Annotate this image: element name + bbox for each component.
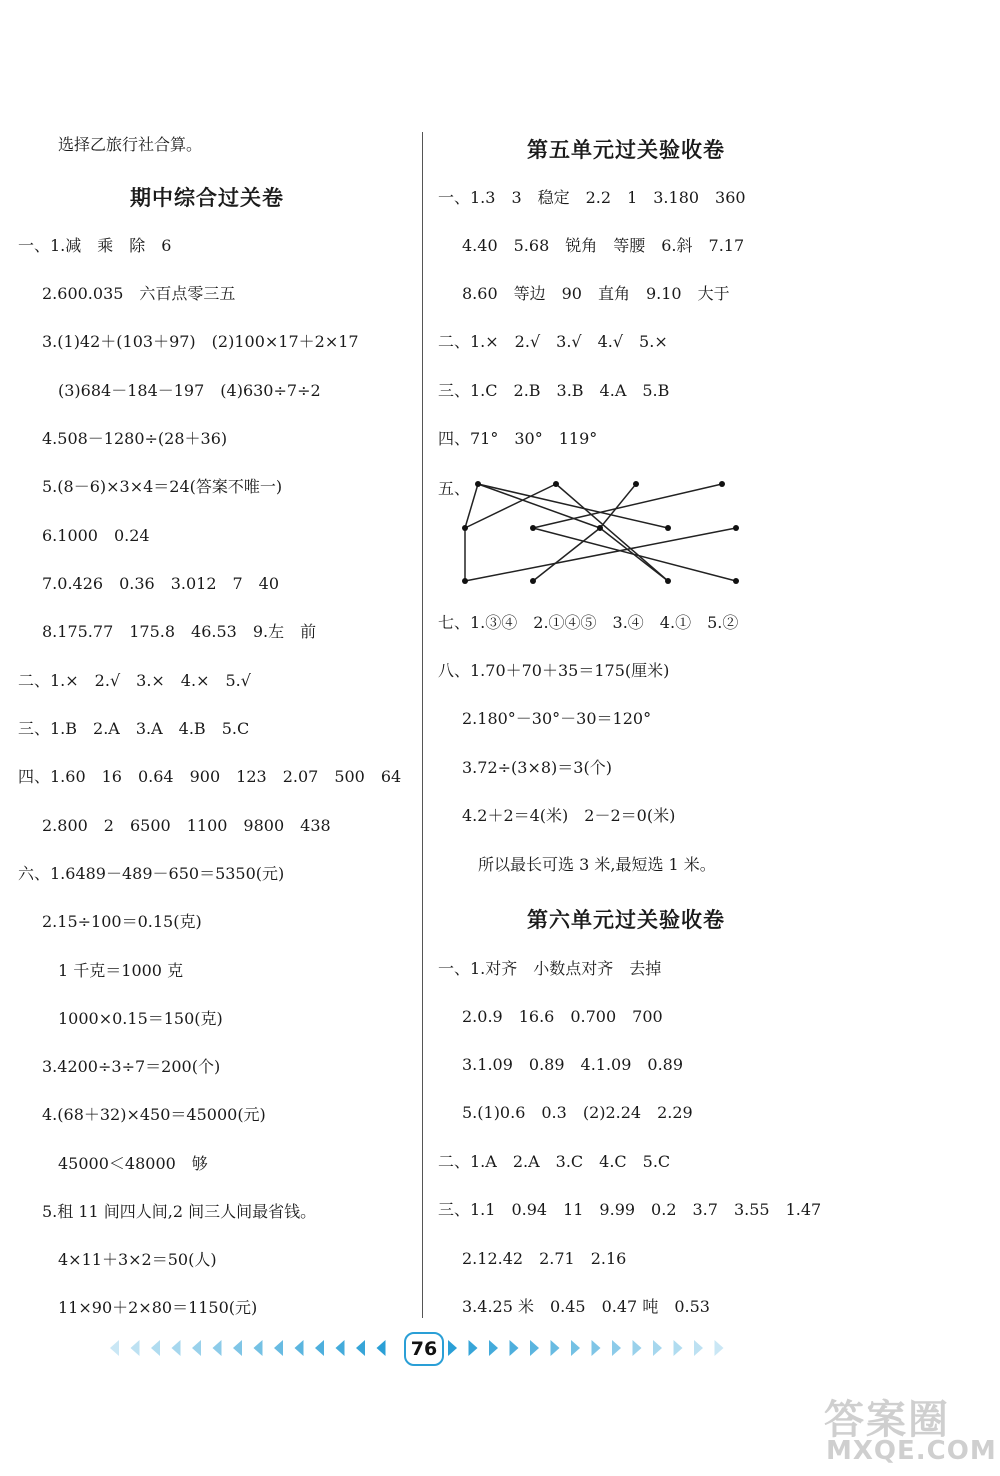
answer-line: (3)684－184－197 (4)630÷7÷2 <box>58 381 321 400</box>
answer-line: 3.4.25 米 0.45 0.47 吨 0.53 <box>462 1297 710 1316</box>
answer-line: 4.40 5.68 锐角 等腰 6.斜 7.17 <box>462 236 745 255</box>
arrow-left-icon <box>254 1340 263 1356</box>
answer-line: 2.800 2 6500 1100 9800 438 <box>42 816 331 835</box>
watermark-en: MXQE.COM <box>826 1436 997 1466</box>
answer-line: 四、71° 30° 119° <box>438 429 598 448</box>
unit6-title: 第六单元过关验收卷 <box>527 908 725 932</box>
answer-line: 45000＜48000 够 <box>58 1154 208 1173</box>
answer-line: 7.0.426 0.36 3.012 7 40 <box>42 574 280 593</box>
arrow-left-icon <box>110 1340 119 1356</box>
answer-line: 4.508－1280÷(28＋36) <box>42 429 228 448</box>
arrow-right-icon <box>489 1340 498 1356</box>
answer-line: 5.(1)0.6 0.3 (2)2.24 2.29 <box>462 1103 693 1122</box>
arrow-left-icon <box>336 1340 345 1356</box>
arrow-left-icon <box>377 1340 386 1356</box>
answer-line: 8.60 等边 90 直角 9.10 大于 <box>462 284 730 303</box>
left-section-title: 期中综合过关卷 <box>130 186 284 210</box>
answer-line: 6.1000 0.24 <box>42 526 150 545</box>
arrow-left-icon <box>356 1340 365 1356</box>
arrow-right-icon <box>530 1340 539 1356</box>
line-matching-diagram <box>455 475 750 590</box>
right-arrows-icon <box>448 1340 724 1356</box>
answer-line: 2.180°－30°－30＝120° <box>462 709 652 728</box>
arrow-right-icon <box>674 1340 683 1356</box>
arrow-left-icon <box>315 1340 324 1356</box>
answer-line: 二、1.A 2.A 3.C 4.C 5.C <box>438 1152 671 1171</box>
arrow-right-icon <box>633 1340 642 1356</box>
arrow-right-icon <box>469 1340 478 1356</box>
answer-line: 2.0.9 16.6 0.700 700 <box>462 1007 663 1026</box>
answer-line: 三、1.B 2.A 3.A 4.B 5.C <box>18 719 250 738</box>
section5-label: 五、 <box>438 479 471 498</box>
answer-line: 1 千克＝1000 克 <box>58 961 184 980</box>
unit5-title: 第五单元过关验收卷 <box>527 138 725 162</box>
arrow-right-icon <box>612 1340 621 1356</box>
answer-line: 5.(8－6)×3×4＝24(答案不唯一) <box>42 477 283 496</box>
answer-line: 3.(1)42＋(103＋97) (2)100×17＋2×17 <box>42 332 359 351</box>
arrow-right-icon <box>571 1340 580 1356</box>
answer-line: 二、1.× 2.√ 3.√ 4.√ 5.× <box>438 332 668 351</box>
answer-line: 3.4200÷3÷7＝200(个) <box>42 1057 221 1076</box>
answer-line: 三、1.1 0.94 11 9.99 0.2 3.7 3.55 1.47 <box>438 1200 822 1219</box>
arrow-right-icon <box>551 1340 560 1356</box>
answer-line: 4×11＋3×2＝50(人) <box>58 1250 217 1269</box>
answer-line: 5.租 11 间四人间,2 间三人间最省钱。 <box>42 1202 317 1221</box>
left-arrows-icon <box>110 1340 386 1356</box>
arrow-left-icon <box>213 1340 222 1356</box>
arrow-right-icon <box>592 1340 601 1356</box>
answer-line: 2.12.42 2.71 2.16 <box>462 1249 627 1268</box>
answer-line: 8.175.77 175.8 46.53 9.左 前 <box>42 622 317 641</box>
answer-line: 六、1.6489－489－650＝5350(元) <box>18 864 285 883</box>
arrow-right-icon <box>694 1340 703 1356</box>
answer-line: 二、1.× 2.√ 3.× 4.× 5.√ <box>18 671 251 690</box>
arrow-left-icon <box>131 1340 140 1356</box>
left-intro: 选择乙旅行社合算。 <box>58 135 203 154</box>
arrow-right-icon <box>510 1340 519 1356</box>
answer-line: 所以最长可选 3 米,最短选 1 米。 <box>478 855 716 874</box>
answer-line: 八、1.70＋70＋35＝175(厘米) <box>438 661 670 680</box>
page-number: 76 <box>404 1332 444 1366</box>
answer-line: 2.600.035 六百点零三五 <box>42 284 236 303</box>
answer-line: 4.2＋2＝4(米) 2－2＝0(米) <box>462 806 676 825</box>
column-divider <box>422 132 423 1318</box>
arrow-left-icon <box>274 1340 283 1356</box>
answer-line: 11×90＋2×80＝1150(元) <box>58 1298 258 1317</box>
answer-line: 一、1.对齐 小数点对齐 去掉 <box>438 959 662 978</box>
answer-line: 三、1.C 2.B 3.B 4.A 5.B <box>438 381 670 400</box>
arrow-right-icon <box>715 1340 724 1356</box>
arrow-left-icon <box>295 1340 304 1356</box>
answer-line: 七、1.③④ 2.①④⑤ 3.④ 4.① 5.② <box>438 613 739 632</box>
answer-line: 3.72÷(3×8)＝3(个) <box>462 758 612 777</box>
footer-arrow-strip <box>0 1330 1000 1366</box>
answer-line: 4.(68＋32)×450＝45000(元) <box>42 1105 266 1124</box>
arrow-right-icon <box>448 1340 457 1356</box>
answer-line: 一、1.3 3 稳定 2.2 1 3.180 360 <box>438 188 746 207</box>
answer-line: 一、1.减 乘 除 6 <box>18 236 172 255</box>
arrow-left-icon <box>192 1340 201 1356</box>
arrow-left-icon <box>151 1340 160 1356</box>
arrow-right-icon <box>653 1340 662 1356</box>
answer-line: 2.15÷100＝0.15(克) <box>42 912 202 931</box>
watermark-cn: 答案圈 <box>824 1397 950 1443</box>
answer-line: 1000×0.15＝150(克) <box>58 1009 223 1028</box>
answer-line: 四、1.60 16 0.64 900 123 2.07 500 64 <box>18 767 402 786</box>
arrow-left-icon <box>233 1340 242 1356</box>
arrow-left-icon <box>172 1340 181 1356</box>
watermark-logo <box>818 1388 997 1468</box>
answer-line: 3.1.09 0.89 4.1.09 0.89 <box>462 1055 684 1074</box>
